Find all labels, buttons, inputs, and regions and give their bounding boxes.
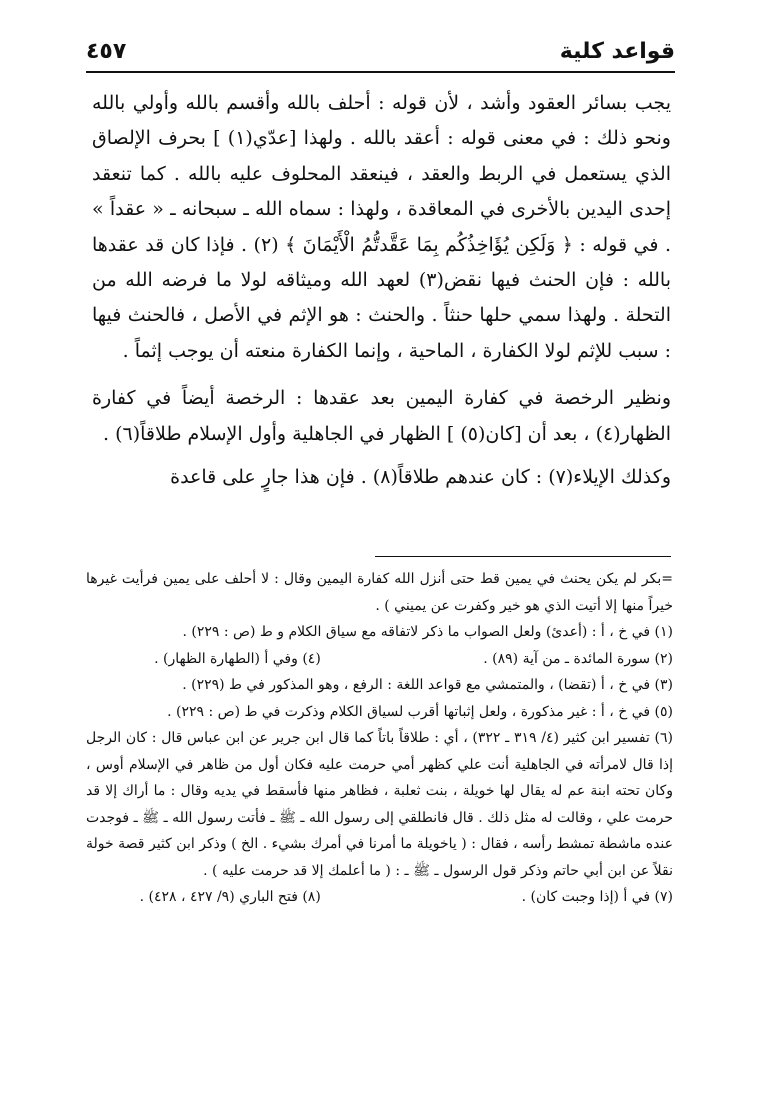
footnotes — [86, 566, 673, 911]
main-text — [92, 86, 671, 507]
paragraph-oath-contract: يجب بسائر العقود وأشد ، لأن قوله : أحلف بالله وأقسم بالله وأولي بالله ونحو ذلك : في معنى قوله : أعقد بالله . ولهذا [عدّي(١) ] بحرف الإلصاق الذي يستعمل في الربط والعقد ، فينعقد المحلوف عليه بالله . كما تنعقد إحدى اليدين بالأخرى في المعاقدة ، ولهذا : سماه الله ـ سبحانه ـ « عقداً » . في قوله : ﴿ وَلَكِن يُؤَاخِذُكُم بِمَا عَقَّدتُّمُ الْأَيْمَانَ ﴾ (٢) . فإذا كان قد عقدها بالله : فإن الحنث فيها نقض(٣) لعهد الله وميثاقه لولا ما فرضه الله من التحلة . ولهذا سمي حلها حنثاً . والحنث : هو الإثم في الأصل ، فالحنث فيها : سبب للإثم لولا الكفارة ، الماحية ، وإنما الكفارة منعته أن يوجب إثماً . — [92, 92, 671, 362]
page-header — [86, 38, 675, 68]
footnote-6: (٦) تفسير ابن كثير (٤/ ٣١٩ ـ ٣٢٢) ، أي : طلاقاً باتاً كما قال ابن جرير عن ابن عباس قال : كان الرجل إذا قال لامرأته في الجاهلية أنت علي كظهر أمي حرمت عليه فكان أول من ظاهر في الإسلام أوس ، وكان تحته ابنة عم له يقال لها خويلة ، بنت ثعلبة ، فظاهر منها فأسقط في يديه وقال : ما أراك إلا قد حرمت علي ، وقالت له مثل ذلك . قال فانطلقي إلى رسول الله ـ ﷺ ـ فأتت رسول الله ـ ﷺ ـ فوجدت عنده ماشطة تمشط رأسه ، فقال : ( ياخويلة ما أمرنا في أمرك بشيء . الخ ) وذكر ابن كثير قصة خولة نقلاً عن ابن أبي حاتم وذكر قول الرسول ـ ﷺ ـ : ( ما أعلمك إلا قد حرمت عليه ) . — [86, 730, 673, 879]
header-rule — [86, 71, 675, 73]
running-title: قواعد كلية — [559, 39, 675, 64]
footnote-4: (٤) وفي أ (الطهارة الظهار) . — [154, 650, 321, 667]
footnote-7: (٧) في أ (إذا وجبت كان) . — [521, 889, 673, 905]
footnote-1: (١) في خ ، أ : (أعدئ) ولعل الصواب ما ذكر لاتفاقه مع سياق الكلام و ط (ص : ٢٢٩) . — [182, 624, 673, 640]
footnote-8: (٨) فتح الباري (٩/ ٤٢٧ ، ٤٢٨) . — [139, 889, 321, 905]
paragraph-zihar: ونظير الرخصة في كفارة اليمين بعد عقدها : الرخصة أيضاً في كفارة الظهار(٤) ، بعد أن [كان(٥) ] الظهار في الجاهلية وأول الإسلام طلاقاً(٦) . — [92, 387, 671, 445]
footnote-5: (٥) في خ ، أ : غير مذكورة ، ولعل إثباتها أقرب لسياق الكلام وذكرت في ط (ص : ٢٢٩) . — [167, 703, 673, 720]
footnote-3: (٣) في خ ، أ (تقضا) ، والمتمشي مع قواعد اللغة : الرفع ، وهو المذكور في ط (٢٢٩) . — [182, 677, 673, 693]
footnote-row-2-4 — [86, 646, 673, 673]
paragraph-ila: وكذلك الإيلاء(٧) : كان عندهم طلاقاً(٨) . فإن هذا جارٍ على قاعدة — [170, 466, 671, 489]
footnote-row-7-8 — [86, 884, 673, 911]
footnote-continuation: =بكر لم يكن يحنث في يمين قط حتى أنزل الله كفارة اليمين وقال : لا أحلف على يمين فرأيت غيرها خيراً منها إلا أتيت الذي هو خير وكفرت عن يميني ) . — [86, 571, 673, 614]
footnote-rule — [375, 556, 671, 557]
footnote-2: (٢) سورة المائدة ـ من آية (٨٩) . — [483, 650, 673, 667]
page-number: ٤٥٧ — [86, 39, 127, 64]
